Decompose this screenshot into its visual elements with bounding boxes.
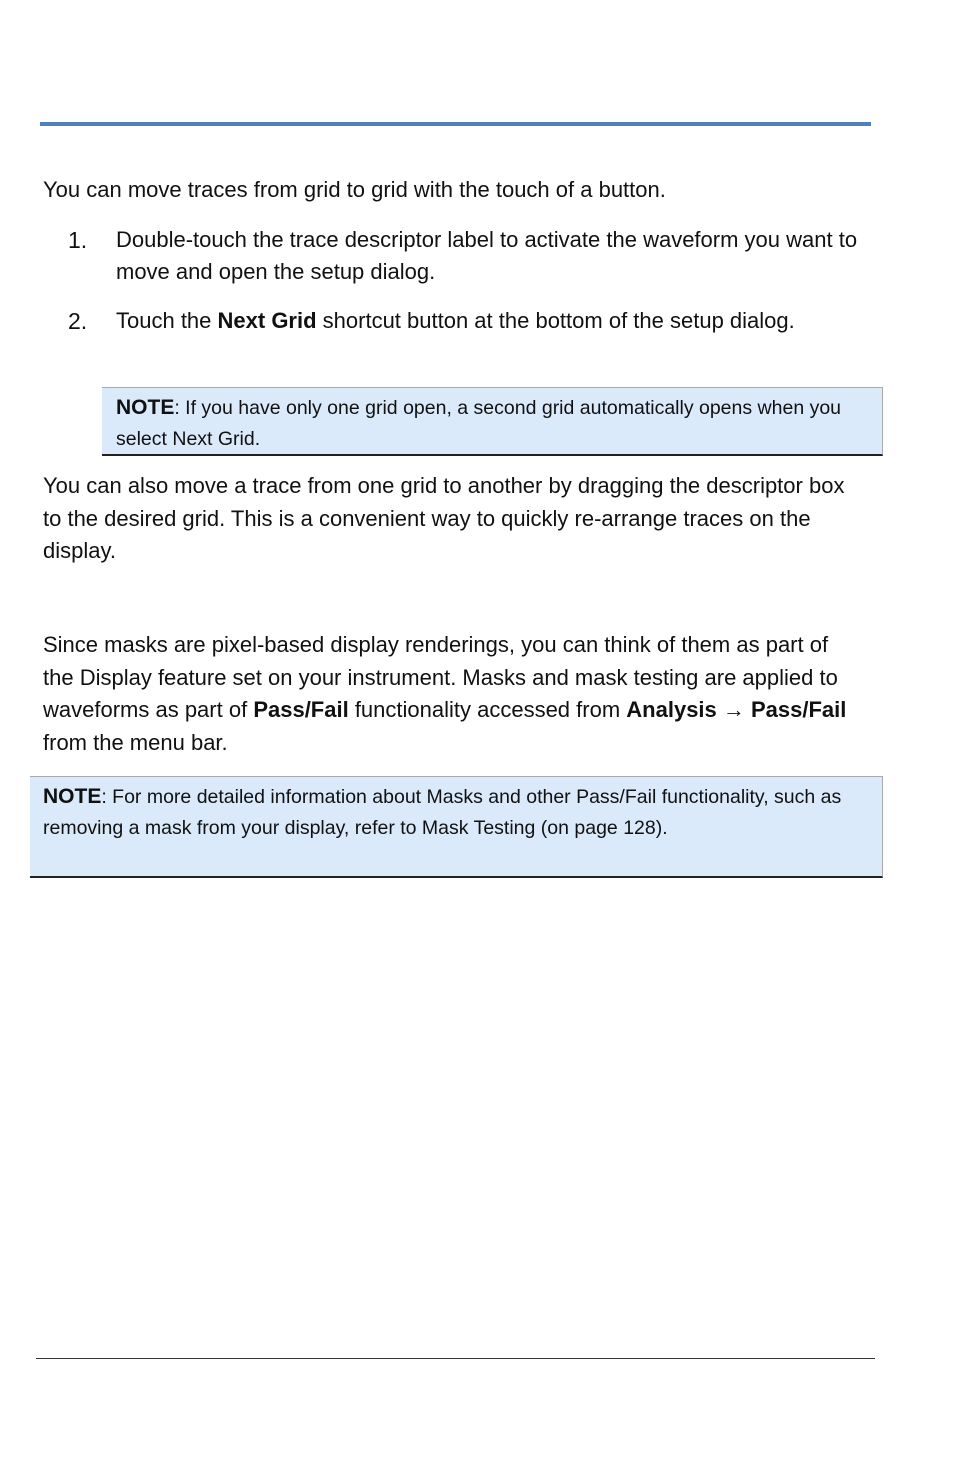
- next-grid-term: Next Grid: [217, 308, 317, 333]
- header-rule: [40, 122, 871, 126]
- masks-text-3: from the menu bar.: [43, 729, 228, 755]
- step-number: 2.: [68, 308, 88, 334]
- note-label: NOTE: [116, 396, 175, 419]
- step-text-before: Touch the: [116, 308, 218, 333]
- note-text: : If you have only one grid open, a second grid automatically opens when you select Next Grid.: [116, 397, 842, 450]
- note-label: NOTE: [43, 785, 102, 808]
- step-number: 1.: [68, 227, 88, 253]
- masks-text-1: Since masks are pixel-based display renderings, you can think of them as part of the Display feature set on your instrument. Masks and mask testing are applied to waveforms as part of: [43, 632, 838, 722]
- masks-text-2: functionality accessed from: [348, 697, 627, 722]
- grid-intro-paragraph: You can move traces from grid to grid with the touch of a button.: [43, 177, 666, 202]
- step-text-after: shortcut button at the bottom of the setup dialog.: [316, 308, 795, 333]
- footer-rule: [36, 1358, 875, 1359]
- masks-note-box: [30, 776, 883, 878]
- analysis-menu-path: Analysis → Pass/Fail: [626, 697, 847, 722]
- masks-paragraph: [43, 629, 858, 759]
- grid-note-box: [102, 387, 883, 456]
- note-text: : For more detailed information about Masks and other Pass/Fail functionality, such as removing a mask from your display, refer to Mask Testing (on page 128).: [43, 786, 842, 839]
- list-item-step-1: [68, 224, 868, 288]
- step-text: [116, 305, 868, 337]
- step-text: Double-touch the trace descriptor label to activate the waveform you want to move and open the setup dialog.: [116, 227, 858, 284]
- pass-fail-term: Pass/Fail: [253, 697, 349, 722]
- drag-paragraph: You can also move a trace from one grid to another by dragging the descriptor box to the desired grid. This is a convenient way to quickly re-arrange traces on the display.: [43, 473, 845, 563]
- list-item-step-2: [68, 305, 868, 337]
